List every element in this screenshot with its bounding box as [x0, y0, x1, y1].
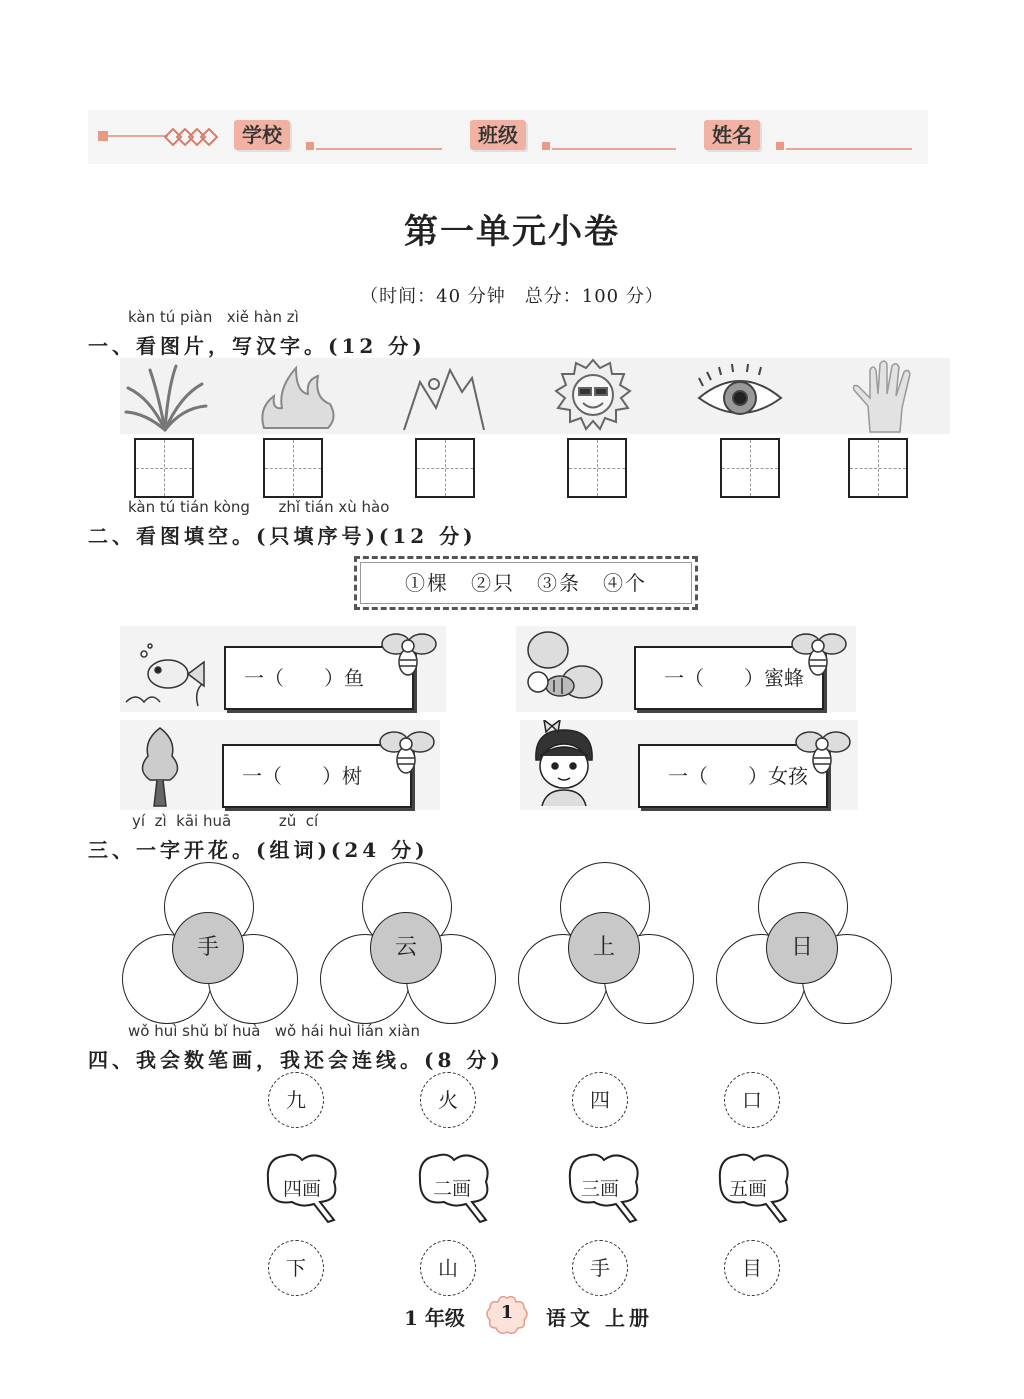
answer-box-6[interactable]	[848, 438, 908, 498]
school-label: 学校	[234, 120, 290, 150]
fill-card-tree-text: 一（ ）树	[242, 764, 362, 788]
class-label: 班级	[470, 120, 526, 150]
page-title: 第一单元小卷	[404, 212, 620, 252]
section4-pinyin: wǒ huì shǔ bǐ huà wǒ hái huì lián xiàn	[128, 1022, 421, 1040]
tree-icon	[132, 726, 188, 808]
fish-icon	[122, 636, 212, 710]
bee-icon	[376, 626, 440, 684]
name-field-marker	[776, 142, 784, 150]
char-circle-top-3[interactable]: 四	[572, 1072, 628, 1128]
option-list: ①棵 ②只 ③条 ④个	[354, 556, 698, 610]
bee-icon	[786, 626, 850, 684]
hand-icon	[840, 358, 930, 434]
picture-strip	[120, 358, 950, 434]
section1-pinyin: kàn tú piàn xiě hàn zì	[128, 308, 299, 326]
char-circle-bottom-3[interactable]: 手	[572, 1240, 628, 1296]
char-circle-bottom-2[interactable]: 山	[420, 1240, 476, 1296]
name-field[interactable]	[786, 148, 912, 150]
name-label: 姓名	[704, 120, 760, 150]
leaf-label-1[interactable]: 四画	[282, 1178, 321, 1200]
fill-card-girl-text: 一（ ）女孩	[668, 764, 808, 788]
answer-box-1[interactable]	[134, 438, 194, 498]
bee-icon	[374, 724, 438, 782]
answer-box-5[interactable]	[720, 438, 780, 498]
fill-card-bee-text: 一（ ）蜜蜂	[664, 666, 804, 690]
class-field-marker	[542, 142, 550, 150]
leaf-label-4[interactable]: 五画	[728, 1178, 767, 1200]
leaf-label-3[interactable]: 三画	[580, 1178, 619, 1200]
section4-title: 四、我会数笔画，我还会连线。(8 分)	[88, 1048, 504, 1072]
flower-center-3: 上	[568, 912, 640, 984]
char-circle-top-1[interactable]: 九	[268, 1072, 324, 1128]
school-field-marker	[306, 142, 314, 150]
school-field[interactable]	[316, 148, 442, 150]
answer-box-2[interactable]	[263, 438, 323, 498]
page-subtitle: （时间：40 分钟 总分：100 分）	[360, 286, 664, 307]
fire-icon	[252, 358, 342, 434]
flower-center-2: 云	[370, 912, 442, 984]
girl-icon	[524, 720, 604, 808]
eye-icon	[695, 358, 785, 434]
big-bee-icon	[516, 626, 606, 710]
section2-title: 二、看图填空。(只填序号)(12 分)	[88, 524, 477, 548]
section3-pinyin: yí zì kāi huā zǔ cí	[132, 812, 319, 830]
answer-box-4[interactable]	[567, 438, 627, 498]
char-circle-bottom-4[interactable]: 目	[724, 1240, 780, 1296]
mountain-icon	[398, 358, 488, 434]
section1-title: 一、看图片，写汉字。(12 分)	[88, 334, 426, 358]
char-circle-top-4[interactable]: 口	[724, 1072, 780, 1128]
flower-center-4: 日	[766, 912, 838, 984]
section3-title: 三、一字开花。(组词)(24 分)	[88, 838, 429, 862]
diamond-chain-icon	[160, 124, 226, 150]
footer-page-number: 1	[500, 1302, 514, 1323]
grass-icon	[120, 358, 210, 434]
class-field[interactable]	[552, 148, 676, 150]
fill-card-fish-text: 一（ ）鱼	[244, 666, 364, 690]
char-circle-bottom-1[interactable]: 下	[268, 1240, 324, 1296]
flower-center-1: 手	[172, 912, 244, 984]
bee-icon	[790, 724, 854, 782]
sun-icon	[548, 358, 638, 434]
header-decoration-square	[98, 131, 108, 141]
answer-box-3[interactable]	[415, 438, 475, 498]
header-decoration-line	[108, 135, 168, 137]
leaf-label-2[interactable]: 二画	[432, 1178, 471, 1200]
section2-pinyin: kàn tú tián kòng zhǐ tián xù hào	[128, 498, 390, 516]
footer-grade: 1 年级	[404, 1306, 465, 1330]
char-circle-top-2[interactable]: 火	[420, 1072, 476, 1128]
footer-subject: 语文 上册	[546, 1306, 653, 1330]
